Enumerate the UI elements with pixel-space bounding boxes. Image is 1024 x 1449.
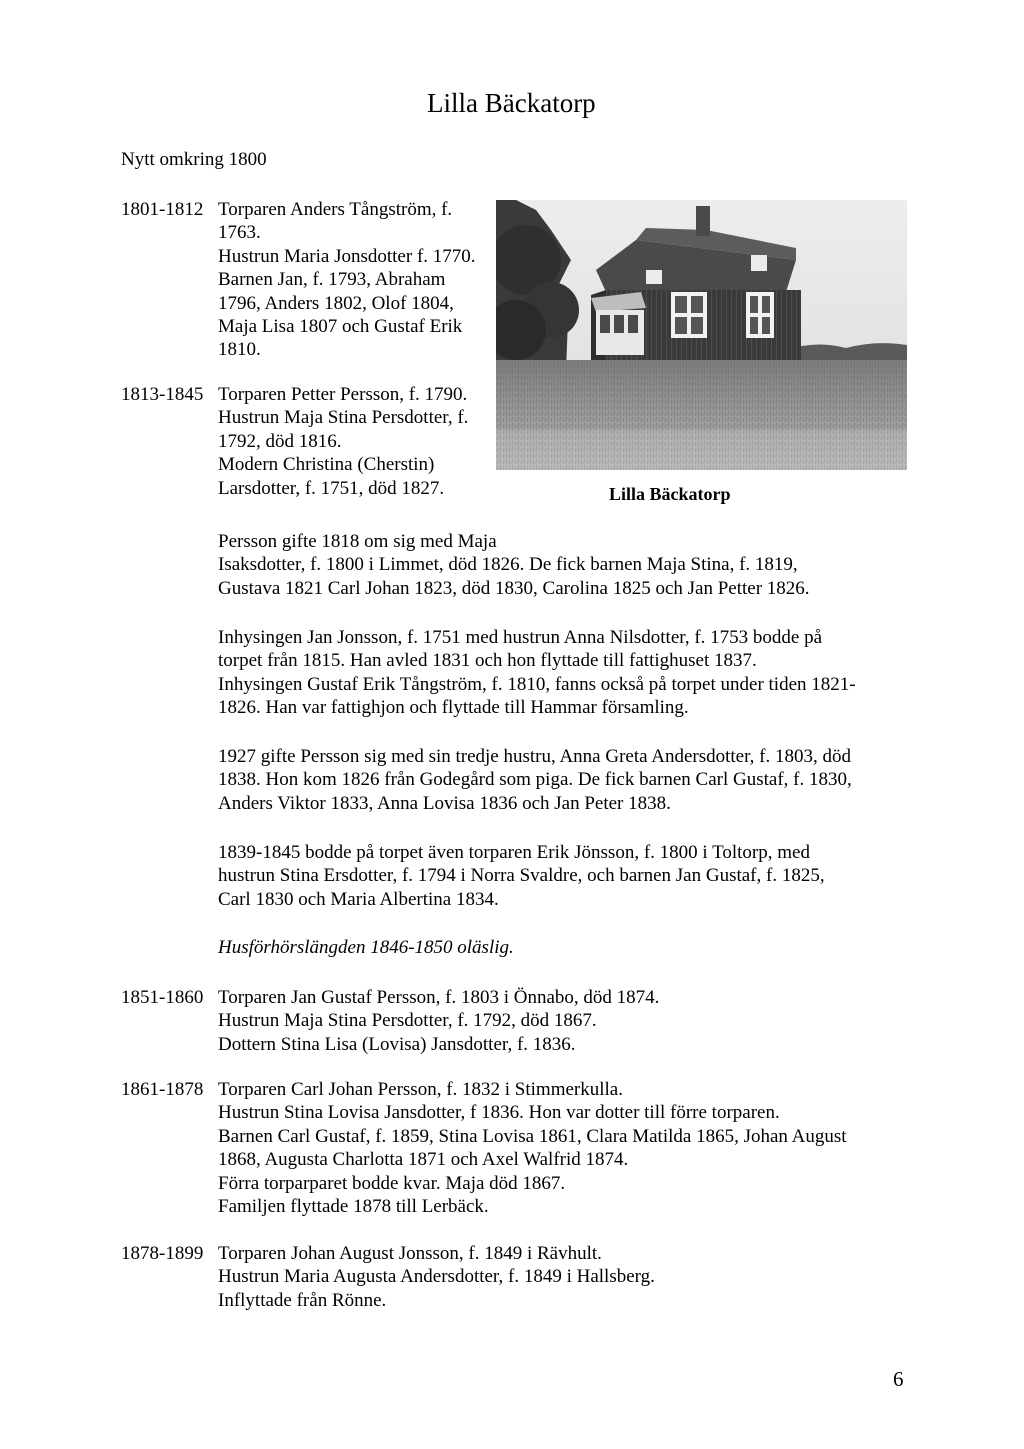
text-line: Torparen Jan Gustaf Persson, f. 1803 i Önnabo, död 1874. xyxy=(218,987,660,1008)
period-label: 1801-1812 xyxy=(121,199,204,220)
page-title: Lilla Bäckatorp xyxy=(427,88,596,118)
period-text xyxy=(218,1078,847,1218)
text-line: hustrun Stina Ersdotter, f. 1794 i Norra Svaldre, och barnen Jan Gustaf, f. 1825, xyxy=(218,865,825,887)
text-line: Dottern Stina Lisa (Lovisa) Jansdotter, f. 1836. xyxy=(218,1033,576,1055)
text-line: Hustrun Maja Stina Persdotter, f. xyxy=(218,407,469,429)
text-line: Gustava 1821 Carl Johan 1823, död 1830, Carolina 1825 och Jan Petter 1826. xyxy=(218,577,810,599)
period-label: 1813-1845 xyxy=(121,384,204,405)
text-line: 1826. Han var fattighjon och flyttade till Hammar församling. xyxy=(218,697,689,719)
page-subtitle: Nytt omkring 1800 xyxy=(121,149,267,170)
text-line: Anders Viktor 1833, Anna Lovisa 1836 och Jan Peter 1838. xyxy=(218,792,671,814)
text-line: Torparen Carl Johan Persson, f. 1832 i Stimmerkulla. xyxy=(218,1079,623,1100)
paragraph-illegible-note xyxy=(218,936,514,959)
text-line: Hustrun Maria Augusta Andersdotter, f. 1849 i Hallsberg. xyxy=(218,1266,655,1288)
text-line: Förra torparparet bodde kvar. Maja död 1867. xyxy=(218,1172,566,1194)
paragraph-remarriage-1818 xyxy=(218,530,810,600)
text-line: Persson gifte 1818 om sig med Maja xyxy=(218,531,497,552)
text-line: Torparen Johan August Jonsson, f. 1849 i Rävhult. xyxy=(218,1243,602,1264)
text-line: Carl 1830 och Maria Albertina 1834. xyxy=(218,888,499,910)
period-label: 1878-1899 xyxy=(121,1243,204,1264)
text-line: 1839-1845 bodde på torpet även torparen Erik Jönsson, f. 1800 i Toltorp, med xyxy=(218,842,810,863)
period-text xyxy=(218,383,468,500)
text-line: Torparen Petter Persson, f. 1790. xyxy=(218,384,468,405)
text-line: Maja Lisa 1807 och Gustaf Erik xyxy=(218,316,463,338)
text-line: torpet från 1815. Han avled 1831 och hon flyttade till fattighuset 1837. xyxy=(218,650,757,672)
text-line: Hustrun Maria Jonsdotter f. 1770. xyxy=(218,245,476,267)
period-label: 1861-1878 xyxy=(121,1079,204,1100)
text-line: Inflyttade från Rönne. xyxy=(218,1289,387,1311)
text-line: Modern Christina (Cherstin) xyxy=(218,454,435,476)
paragraph-third-marriage xyxy=(218,745,852,815)
text-line: Barnen Jan, f. 1793, Abraham xyxy=(218,269,446,291)
text-line: 1792, död 1816. xyxy=(218,430,342,452)
paragraph-inhysingar xyxy=(218,626,856,720)
text-line: Inhysingen Gustaf Erik Tångström, f. 1810, fanns också på torpet under tiden 1821- xyxy=(218,673,856,695)
text-line: Inhysingen Jan Jonsson, f. 1751 med hustrun Anna Nilsdotter, f. 1753 bodde på xyxy=(218,627,823,648)
photo-caption: Lilla Bäckatorp xyxy=(609,484,731,504)
text-line: Isaksdotter, f. 1800 i Limmet, död 1826. De fick barnen Maja Stina, f. 1819, xyxy=(218,554,798,576)
text-line: Larsdotter, f. 1751, död 1827. xyxy=(218,477,445,499)
text-line: 1810. xyxy=(218,339,261,361)
text-line: Hustrun Stina Lovisa Jansdotter, f 1836. Hon var dotter till förre torparen. xyxy=(218,1102,780,1124)
text-line: Husförhörslängden 1846-1850 oläslig. xyxy=(218,937,514,958)
house-photo xyxy=(496,200,907,470)
paragraph-erik-jonsson xyxy=(218,841,825,911)
text-line: 1763. xyxy=(218,222,261,244)
period-text xyxy=(218,986,659,1056)
period-text xyxy=(218,1242,655,1312)
page-number: 6 xyxy=(893,1367,904,1391)
text-line: Torparen Anders Tångström, f. xyxy=(218,199,453,220)
text-line: Barnen Carl Gustaf, f. 1859, Stina Lovisa 1861, Clara Matilda 1865, Johan August xyxy=(218,1125,847,1147)
text-line: Familjen flyttade 1878 till Lerbäck. xyxy=(218,1196,489,1218)
text-line: 1838. Hon kom 1826 från Godegård som piga. De fick barnen Carl Gustaf, f. 1830, xyxy=(218,769,852,791)
text-line: 1927 gifte Persson sig med sin tredje hustru, Anna Greta Andersdotter, f. 1803, död xyxy=(218,746,852,767)
period-label: 1851-1860 xyxy=(121,987,204,1008)
text-line: 1868, Augusta Charlotta 1871 och Axel Walfrid 1874. xyxy=(218,1149,629,1171)
period-text xyxy=(218,198,476,362)
text-line: Hustrun Maja Stina Persdotter, f. 1792, död 1867. xyxy=(218,1010,597,1032)
text-line: 1796, Anders 1802, Olof 1804, xyxy=(218,292,454,314)
